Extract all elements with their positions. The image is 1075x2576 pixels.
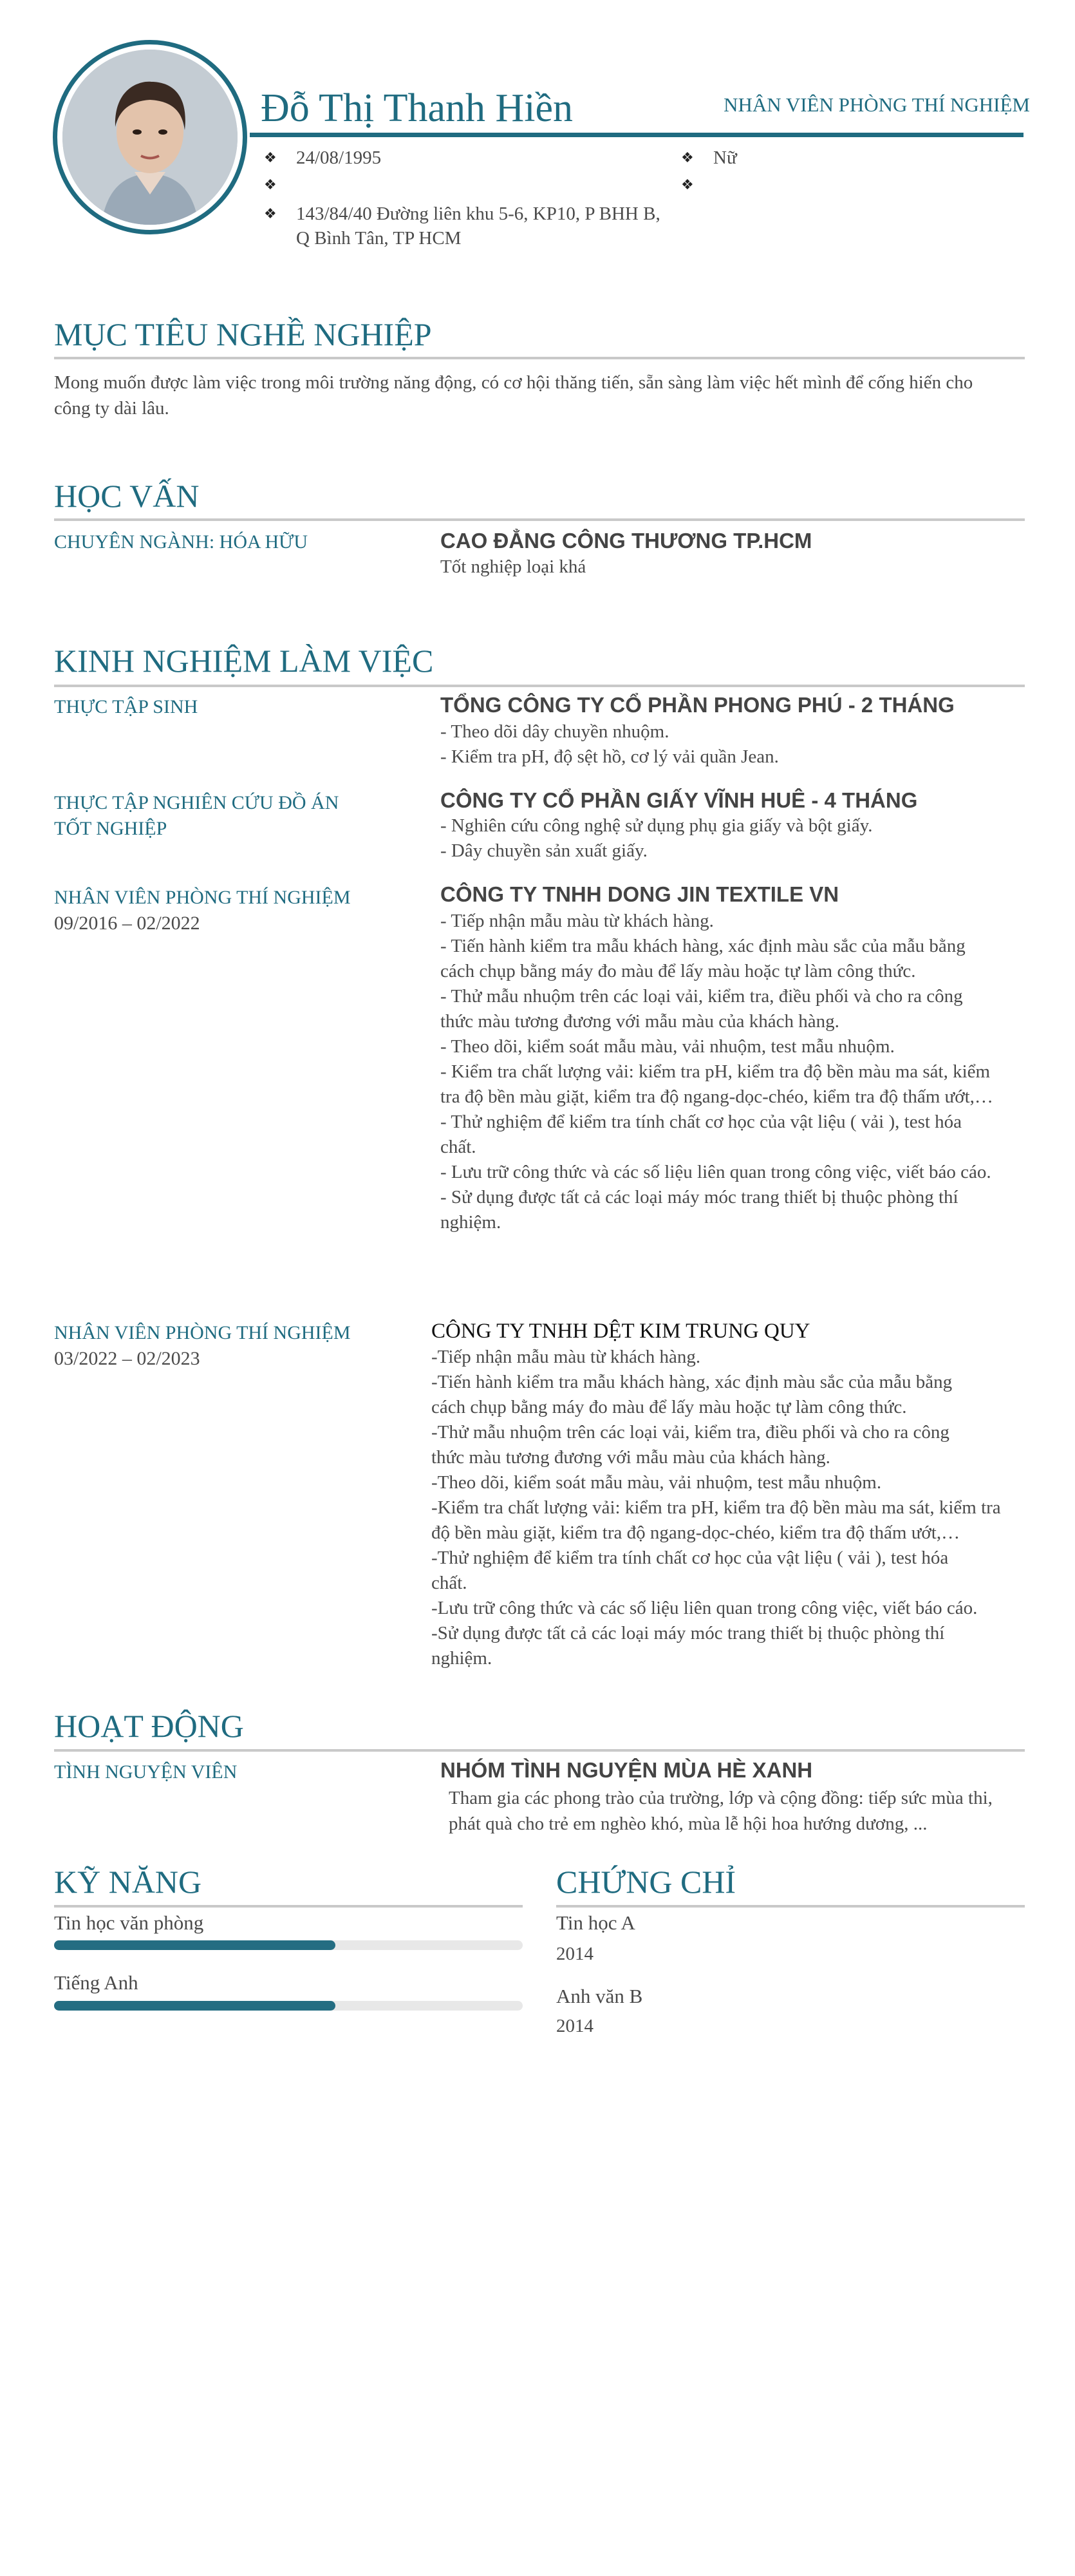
job-position: THỰC TẬP SINH	[54, 696, 198, 717]
duty-line: chất.	[431, 1573, 467, 1593]
job-company: TỔNG CÔNG TY CỔ PHẦN PHONG PHÚ - 2 THÁNG	[440, 693, 955, 717]
job-company: CÔNG TY TNHH DONG JIN TEXTILE VN	[440, 882, 839, 906]
duty-line: - Tiến hành kiểm tra mẫu khách hàng, xác định màu sắc của mẫu bằng	[440, 936, 966, 956]
duty-line: nghiệm.	[440, 1212, 501, 1233]
duty-line: - Nghiên cứu công nghệ sử dụng phụ gia giấy và bột giấy.	[440, 815, 873, 836]
skill-level-bar	[54, 2001, 523, 2011]
avatar-picture	[62, 50, 238, 225]
objective-divider	[54, 357, 1025, 359]
skill-label: Tin học văn phòng	[54, 1911, 204, 1934]
objective-line: công ty dài lâu.	[54, 398, 169, 419]
job-position-line: TỐT NGHIỆP	[54, 818, 167, 839]
job-duties	[440, 719, 779, 770]
duty-line: - Theo dõi dây chuyền nhuộm.	[440, 721, 669, 742]
duty-line: - Thử nghiệm để kiểm tra tính chất cơ học của vật liệu ( vải ), test hóa	[440, 1112, 962, 1132]
objective-heading: MỤC TIÊU NGHỀ NGHIỆP	[54, 316, 432, 352]
objective-text	[54, 370, 1026, 421]
birthday: 24/08/1995	[296, 147, 382, 168]
address-row	[264, 202, 660, 251]
education-divider	[54, 518, 1025, 521]
duty-line: tra độ bền màu giặt, kiểm tra độ ngang-dọc-chéo, kiểm tra độ thấm ướt,…	[440, 1086, 993, 1107]
activity-description	[449, 1785, 993, 1837]
job-position-block	[54, 1320, 415, 1372]
address-line-1: 143/84/40 Đường liên khu 5-6, KP10, P BHH B,	[296, 204, 660, 224]
skills-heading: KỸ NĂNG	[54, 1864, 202, 1900]
education-heading: HỌC VẤN	[54, 478, 200, 514]
activities-heading: HOẠT ĐỘNG	[54, 1708, 244, 1744]
experience-divider	[54, 685, 1025, 687]
activity-organization: NHÓM TÌNH NGUYỆN MÙA HÈ XANH	[440, 1758, 813, 1782]
skill-level-fill	[54, 1940, 335, 1950]
birthday-row	[264, 146, 381, 170]
diamond-bullet-icon: ❖	[264, 149, 277, 166]
certificate-name: Tin học A	[556, 1911, 635, 1934]
duty-line: -Kiểm tra chất lượng vải: kiểm tra pH, kiểm tra độ bền màu ma sát, kiểm tra	[431, 1497, 1001, 1518]
skill-level-fill	[54, 2001, 335, 2011]
candidate-name: Đỗ Thị Thanh Hiền	[261, 86, 574, 130]
address	[296, 202, 660, 251]
duty-line: -Tiếp nhận mẫu màu từ khách hàng.	[431, 1347, 701, 1367]
duty-line: - Tiếp nhận mẫu màu từ khách hàng.	[440, 911, 714, 931]
activity-line: Tham gia các phong trào của trường, lớp và cộng đồng: tiếp sức mùa thi,	[449, 1788, 993, 1808]
objective-line: Mong muốn được làm việc trong môi trường năng động, có cơ hội thăng tiến, sẵn sàng làm việc hết mình để cống hiến cho	[54, 372, 973, 393]
education-major: CHUYÊN NGÀNH: HÓA HỮU	[54, 531, 308, 553]
duty-line: - Dây chuyền sản xuất giấy.	[440, 840, 648, 861]
school-name: CAO ĐẲNG CÔNG THƯƠNG TP.HCM	[440, 529, 812, 553]
duty-line: - Lưu trữ công thức và các số liệu liên quan trong công việc, viết báo cáo.	[440, 1162, 991, 1182]
activity-role: TÌNH NGUYỆN VIÊN	[54, 1761, 238, 1783]
activity-line: phát quà cho trẻ em nghèo khó, mùa lễ hội hoa hướng dương, ...	[449, 1814, 928, 1834]
address-line-2: Q Bình Tân, TP HCM	[296, 228, 462, 249]
duty-line: - Thử mẫu nhuộm trên các loại vải, kiểm tra, điều phối và cho ra công	[440, 986, 963, 1007]
desired-position: NHÂN VIÊN PHÒNG THÍ NGHIỆM	[724, 93, 1030, 116]
diamond-bullet-icon: ❖	[264, 176, 277, 193]
skill-level-bar	[54, 1940, 523, 1950]
job-position-line: THỰC TẬP NGHIÊN CỨU ĐỒ ÁN	[54, 792, 339, 813]
certificate-year: 2014	[556, 1944, 594, 1964]
job-position: NHÂN VIÊN PHÒNG THÍ NGHIỆM	[54, 1322, 351, 1343]
gender-row	[681, 146, 737, 170]
diamond-bullet-icon: ❖	[681, 149, 694, 166]
duty-line: - Theo dõi, kiểm soát mẫu màu, vải nhuộm, test mẫu nhuộm.	[440, 1036, 895, 1057]
skill-label: Tiếng Anh	[54, 1971, 138, 1994]
email-row	[681, 173, 713, 197]
profile-photo	[53, 40, 247, 234]
duty-line: chất.	[440, 1137, 476, 1157]
duty-line: -Tiến hành kiểm tra mẫu khách hàng, xác định màu sắc của mẫu bằng	[431, 1372, 953, 1392]
certificate-name: Anh văn B	[556, 1985, 643, 2007]
job-dates: 09/2016 – 02/2022	[54, 913, 200, 934]
duty-line: thức màu tương đương với mẫu màu của khách hàng.	[440, 1011, 839, 1032]
diamond-bullet-icon: ❖	[264, 205, 277, 222]
duty-line: -Theo dõi, kiểm soát mẫu màu, vải nhuộm, test mẫu nhuộm.	[431, 1472, 882, 1493]
job-company: CÔNG TY TNHH DỆT KIM TRUNG QUY	[431, 1320, 810, 1343]
duty-line: cách chụp bằng máy đo màu để lấy màu hoặc tự làm công thức.	[440, 961, 916, 981]
experience-heading: KINH NGHIỆM LÀM VIỆC	[54, 643, 434, 679]
job-duties	[431, 1345, 1024, 1671]
person-portrait-icon	[62, 50, 238, 225]
job-duties	[440, 909, 1020, 1235]
activities-divider	[54, 1749, 1025, 1752]
duty-line: nghiệm.	[431, 1648, 492, 1669]
job-duties	[440, 813, 872, 864]
header-divider	[250, 133, 1024, 137]
duty-line: -Sử dụng được tất cả các loại máy móc trang thiết bị thuộc phòng thí	[431, 1623, 945, 1643]
duty-line: - Kiểm tra pH, độ sệt hồ, cơ lý vải quần Jean.	[440, 746, 779, 767]
duty-line: - Kiểm tra chất lượng vải: kiểm tra pH, kiểm tra độ bền màu ma sát, kiểm	[440, 1061, 991, 1082]
job-position: NHÂN VIÊN PHÒNG THÍ NGHIỆM	[54, 887, 351, 908]
duty-line: -Thử nghiệm để kiểm tra tính chất cơ học của vật liệu ( vải ), test hóa	[431, 1548, 949, 1568]
duty-line: -Lưu trữ công thức và các số liệu liên quan trong công việc, viết báo cáo.	[431, 1598, 978, 1618]
duty-line: -Thử mẫu nhuộm trên các loại vải, kiểm tra, điều phối và cho ra công	[431, 1422, 949, 1443]
phone-row	[264, 173, 296, 197]
diamond-bullet-icon: ❖	[681, 176, 694, 193]
gender: Nữ	[713, 147, 737, 168]
duty-line: cách chụp bằng máy đo màu để lấy màu hoặc tự làm công thức.	[431, 1397, 907, 1417]
job-company: CÔNG TY CỔ PHẦN GIẤY VĨNH HUÊ - 4 THÁNG	[440, 788, 918, 812]
certificates-heading: CHỨNG CHỈ	[556, 1864, 736, 1900]
job-position	[54, 790, 415, 842]
duty-line: - Sử dụng được tất cả các loại máy móc trang thiết bị thuộc phòng thí	[440, 1187, 958, 1208]
certificates-divider	[556, 1905, 1025, 1908]
duty-line: thức màu tương đương với mẫu màu của khách hàng.	[431, 1447, 830, 1468]
skills-divider	[54, 1905, 523, 1908]
job-dates: 03/2022 – 02/2023	[54, 1348, 200, 1369]
education-result: Tốt nghiệp loại khá	[440, 556, 586, 577]
certificate-year: 2014	[556, 2016, 594, 2036]
job-position-block	[54, 885, 415, 936]
duty-line: độ bền màu giặt, kiểm tra độ ngang-dọc-chéo, kiểm tra độ thấm ướt,…	[431, 1522, 960, 1543]
